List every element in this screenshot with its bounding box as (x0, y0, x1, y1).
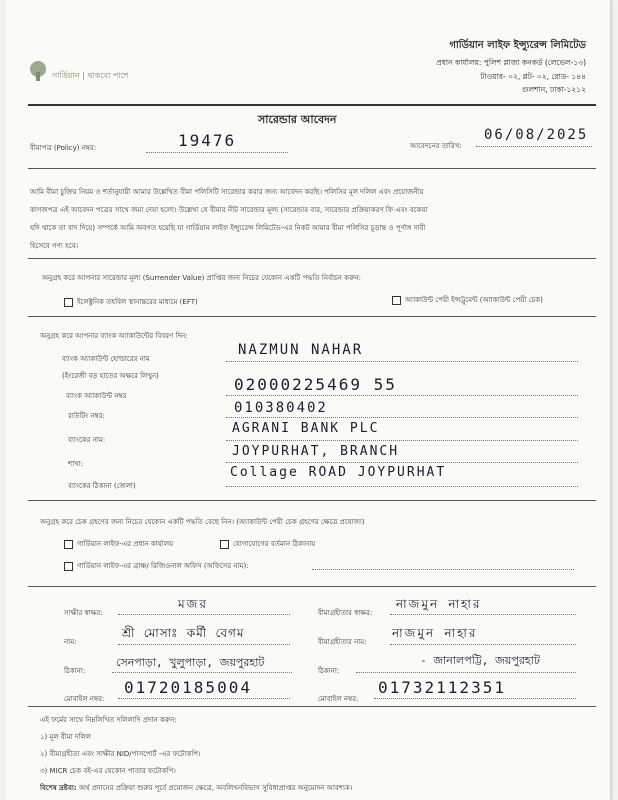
account-payee-option-label: অ্যাকাউন্ট পেয়ী ইন্সট্রুমেন্ট (অ্যাকাউন্ট পেয়ী চেক) (405, 296, 543, 304)
current-address-checkbox[interactable] (220, 540, 229, 549)
account-holder-value[interactable]: NAZMUN NAHAR (238, 342, 364, 358)
insured-signature[interactable]: নাজমুন নাহার (396, 597, 482, 611)
document-item: ৩) MICR চেক বই-এর যেকোন পাতার ফটোকপি। (40, 767, 176, 775)
account-number-label: ব্যাংক অ্যাকাউন্ট নম্বর (66, 392, 127, 400)
declaration-line: কাগজপত্র এই আবেদন পত্রের সাথে জমা দেয়া হলো। উল্লেখ্য যে বীমার নীট সারেন্ডার মূল্য (সারেন্ডার বার, সারেন্ডার প্রক্রিয়াকরণ ফি এবং বকেয়া (30, 206, 428, 214)
payment-method-prompt: অনুগ্রহ করে আপনার সারেন্ডার মূল্য (Surrender Value) প্রাপ্তির জন্য নিচের যেকোন একটি পদ্ধতি নির্বাচন করুন: (42, 274, 361, 282)
witness-mobile-label: মোবাইল নম্বর: (64, 695, 105, 703)
company-logo (24, 60, 52, 86)
special-note (40, 782, 352, 794)
bank-name-label: ব্যাংকের নাম: (68, 436, 106, 444)
application-date-label: আবেদনের তারিখ: (410, 142, 462, 150)
account-holder-label: ব্যাংক অ্যাকাউন্ট হোল্ডারের নাম (62, 355, 150, 363)
application-date-value[interactable]: 06/08/2025 (484, 127, 589, 143)
policy-number-label: বীমাপত্র (Policy) নম্বর: (30, 144, 97, 152)
documents-prompt: এই ফর্মের সাথে নিম্নলিখিত দলিলাদি প্রদান করুন: (40, 716, 177, 724)
insured-signature-label: বীমাগ্রহীতার স্বাক্ষর: (318, 609, 373, 617)
bank-name-value[interactable]: AGRANI BANK PLC (232, 421, 380, 436)
eft-option-label: ইলেক্ট্রনিক তহবিল স্থানান্তরের মাধ্যমে (EFT) (77, 298, 198, 306)
cheque-branch-option[interactable] (64, 560, 249, 572)
witness-signature-label: সাক্ষীর স্বাক্ষর: (64, 609, 103, 617)
insured-name[interactable]: নাজমুন নাহার (392, 626, 478, 640)
insured-name-label: বীমাগ্রহীতার নাম: (318, 638, 367, 646)
bank-details-prompt: অনুগ্রহ করে আপনার ব্যাংক অ্যাকাউন্টের বিবরণ দিন: (40, 332, 188, 340)
head-office-label: গার্ডিয়ান লাইফ-এর প্রধান কার্যালয় (77, 540, 174, 548)
account-payee-checkbox[interactable] (392, 296, 401, 305)
account-number-value[interactable]: 02000225469 55 (234, 375, 397, 394)
account-holder-sublabel: (ইংরেজী বড় হাতের অক্ষরে লিখুন) (62, 372, 159, 380)
declaration-line: আমি বীমা চুক্তির নিয়ম ও শর্তানুযায়ী আমার উল্লেখিত বীমা পলিসিটি সারেন্ডার করার জন্য আবেদন করছি। পলিসির মূল দলিল এবং প্রয়োজনীয় (30, 188, 424, 196)
witness-name-label: নাম: (64, 638, 77, 646)
branch-value[interactable]: JOYPURHAT, BRANCH (232, 444, 400, 459)
branch-label: শাখা: (68, 460, 84, 468)
office-line: প্রধান কার্যালয়: পুলিশ প্লাজা কনকর্ড (লেভেল-১৩) (436, 58, 586, 67)
tree-logo-icon (24, 60, 52, 82)
insured-mobile[interactable]: 01732112351 (378, 678, 506, 697)
address-line-2: গুলশান, ঢাকা-১২১২ (521, 85, 586, 94)
witness-name[interactable]: শ্রী মোসাঃ কর্মী বেগম (122, 626, 245, 640)
branch-office-label: গার্ডিয়ান লাইফ-এর ব্রাঞ্চ/ রিজিওনাল অফিস (অফিসের নাম): (77, 562, 249, 570)
form-title: সারেন্ডার আবেদন (258, 113, 337, 126)
current-address-label: যোগাযোগের বর্তমান ঠিকানায় (233, 540, 316, 548)
eft-option[interactable] (64, 296, 198, 308)
cheque-current-address-option[interactable] (220, 538, 315, 550)
cheque-head-office-option[interactable] (64, 538, 173, 550)
routing-number-label: রাউটিং নম্বর: (68, 412, 105, 420)
company-name: গার্ডিয়ান লাইফ ইন্স্যুরেন্স লিমিটেড (449, 40, 586, 51)
witness-signature[interactable]: মজর (178, 597, 209, 611)
insured-mobile-label: মোবাইল নম্বর: (318, 695, 359, 703)
address-line-1: টাওয়ার- ০২, প্লট- ০২, রোড- ১৪৪ (480, 72, 586, 81)
declaration-line: যদি থাকে তা বাদ দিয়ে) সম্পর্কে আমি অবগত হয়েছি যা গার্ডিয়ান লাইফ ইন্স্যুরেন্স লিমিটেড-এর নিকট আমার বীমা পলিসির চূড়ান্ত ও পূর্ণাঙ্গ দাবী (30, 224, 426, 232)
bank-address-value[interactable]: Collage ROAD JOYPURHAT (230, 465, 447, 480)
header-divider (28, 104, 596, 106)
document-item: ১) মূল বীমা দলিল (40, 733, 91, 741)
account-payee-option[interactable] (392, 294, 543, 306)
special-note-label: বিশেষ দ্রষ্টব্য: (40, 784, 77, 792)
document-item: ২) বীমাগ্রহীতা এবং সাক্ষীর NID/পাসপোর্ট -এর ফটোকপি। (40, 750, 201, 758)
routing-number-value[interactable]: 010380402 (234, 400, 328, 416)
bank-address-label: ব্যাংকের ঠিকানা (জেলা) (68, 482, 136, 490)
insured-address[interactable]: - জানালপট্টি, জয়পুরহাট (420, 654, 540, 667)
cheque-prompt: অনুগ্রহ করে চেক গ্রহণের জন্য নিচের যেকোন একটি পদ্ধতি বেছে নিন। (অ্যাকাউন্ট পেয়ী চেক গ্রহণের ক্ষেত্রে প্রযোজ্য) (40, 518, 365, 526)
witness-address-label: ঠিকানা: (64, 667, 86, 675)
special-note-text: অর্থ প্রদানের প্রক্রিয়া শুরুর পূর্বে প্রয়োজন ক্ষেত্রে, অবলিখনবিভাগ সুবিধাপ্রাপ্তর অনুমোদন আবশ্যক। (78, 784, 353, 792)
logo-tagline: গার্ডিয়ান | থাকবো পাশে (52, 71, 129, 80)
branch-office-checkbox[interactable] (64, 562, 73, 571)
witness-mobile[interactable]: 01720185004 (124, 678, 252, 697)
head-office-checkbox[interactable] (64, 540, 73, 549)
witness-address[interactable]: সেনপাড়া, খুলুপাড়া, জয়পুরহাট (116, 656, 265, 669)
eft-checkbox[interactable] (64, 298, 73, 307)
insured-address-label: ঠিকানা: (318, 667, 340, 675)
declaration-line: হিসেবে গণ্য হবে। (30, 242, 79, 250)
policy-number-value[interactable]: 19476 (178, 131, 237, 150)
form-page (6, 0, 610, 800)
